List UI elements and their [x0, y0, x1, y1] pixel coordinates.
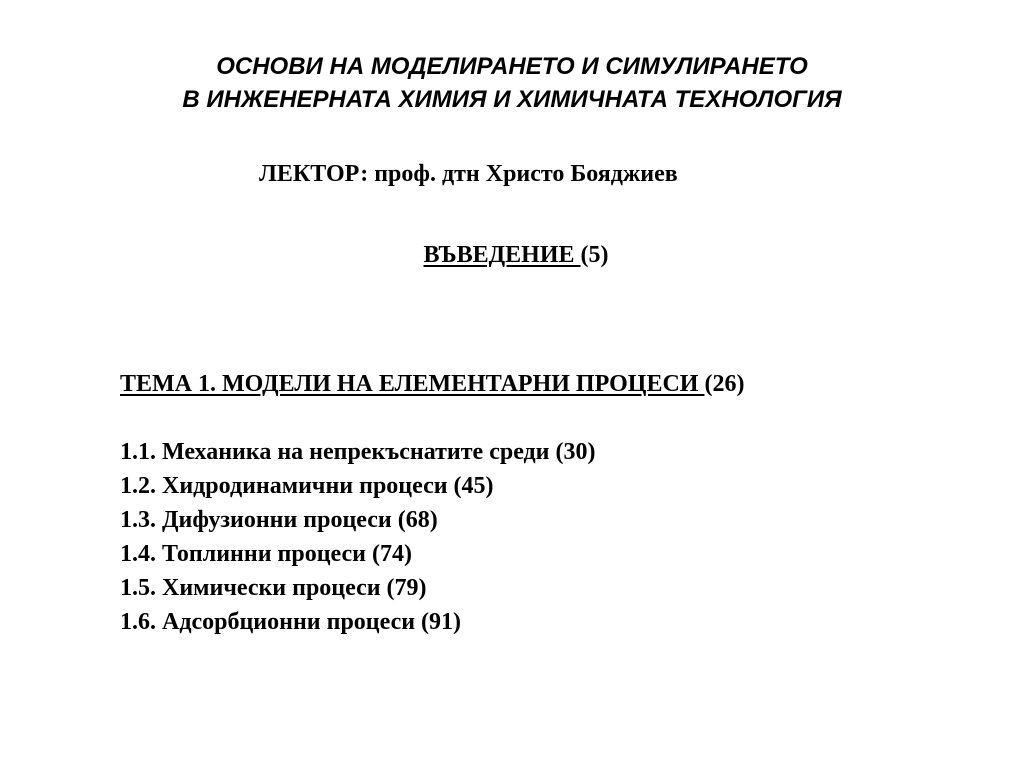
- subtopic-item: 1.4. Топлинни процеси (74): [120, 541, 412, 567]
- topic-1-section: [120, 369, 744, 399]
- subtopic-item: 1.3. Дифузионни процеси (68): [120, 507, 438, 533]
- subtopic-item: 1.1. Механика на непрекъснатите среди (30): [120, 439, 596, 465]
- title-line-1: ОСНОВИ НА МОДЕЛИРАНЕТО И СИМУЛИРАНЕТО: [216, 53, 808, 80]
- topic-1-page-number: (26): [704, 371, 745, 397]
- intro-section: [0, 240, 1024, 270]
- subtopic-item: 1.5. Химически процеси (79): [120, 575, 427, 601]
- lecturer-line: ЛЕКТОР: проф. дтн Христо Бояджиев: [259, 161, 678, 187]
- title-line-2: В ИНЖЕНЕРНАТА ХИМИЯ И ХИМИЧНАТА ТЕХНОЛОГИЯ: [182, 86, 842, 113]
- subtopic-list: [120, 435, 595, 639]
- subtopic-item: 1.6. Адсорбционни процеси (91): [120, 609, 462, 635]
- subtopic-item: 1.2. Хидродинамични процеси (45): [120, 473, 494, 499]
- intro-heading: ВЪВЕДЕНИЕ: [423, 242, 581, 268]
- topic-1-heading: ТЕМА 1. МОДЕЛИ НА ЕЛЕМЕНТАРНИ ПРОЦЕСИ: [120, 371, 705, 397]
- intro-page-number: (5): [580, 242, 609, 268]
